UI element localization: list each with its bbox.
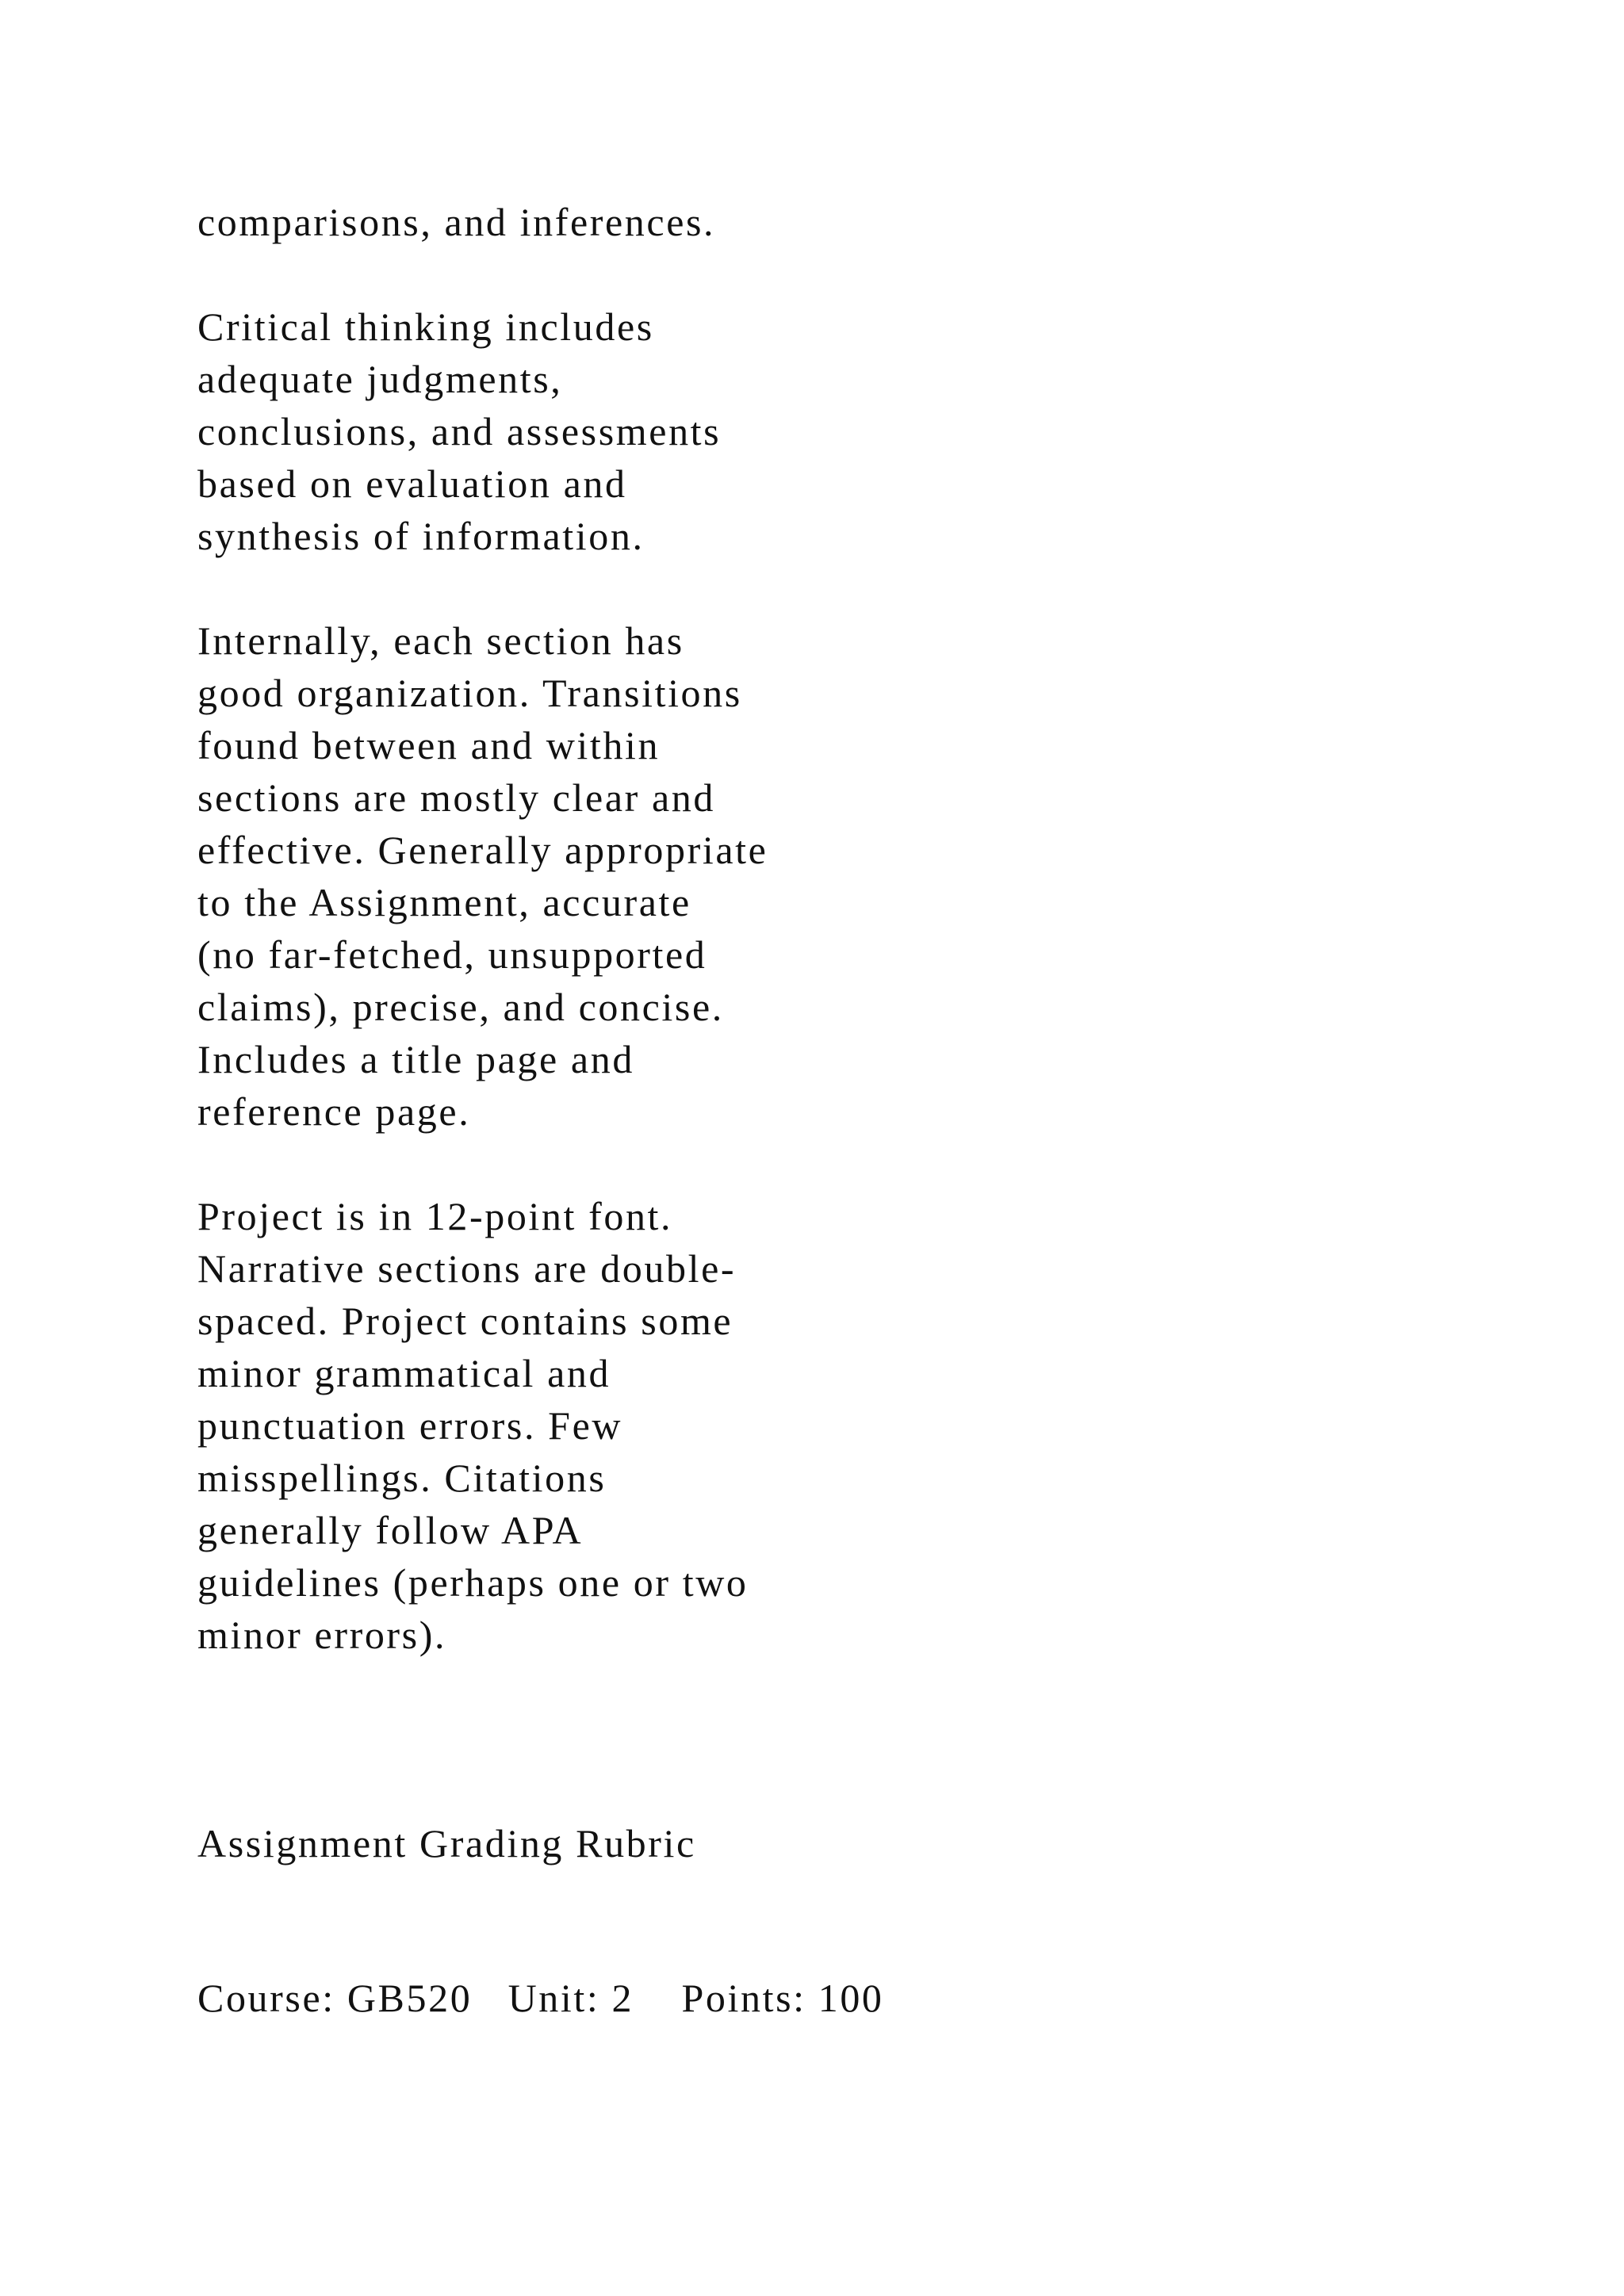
text-line: adequate judgments, (197, 357, 563, 401)
course-info: Course: GB520 Unit: 2 Points: 100 (197, 1976, 884, 2020)
text-line: synthesis of information. (197, 514, 645, 558)
text-line: based on evaluation and (197, 461, 627, 506)
text-line: reference page. (197, 1089, 471, 1134)
text-line: spaced. Project contains some (197, 1299, 733, 1343)
text-line: minor errors). (197, 1613, 447, 1657)
text-line: misspellings. Citations (197, 1456, 607, 1500)
text-line: Internally, each section has (197, 618, 684, 663)
text-line: comparisons, and inferences. (197, 200, 716, 244)
text-line: guidelines (perhaps one or two (197, 1560, 749, 1605)
text-line: sections are mostly clear and (197, 775, 715, 820)
text-line: Critical thinking includes (197, 304, 654, 349)
text-line: found between and within (197, 723, 661, 767)
text-line: to the Assignment, accurate (197, 880, 691, 924)
text-line: Narrative sections are double- (197, 1246, 737, 1291)
text-line: conclusions, and assessments (197, 409, 722, 453)
text-line: Project is in 12-point font. (197, 1194, 673, 1238)
text-line: (no far-fetched, unsupported (197, 932, 707, 977)
text-line: effective. Generally appropriate (197, 828, 768, 872)
text-line: Includes a title page and (197, 1037, 634, 1081)
text-line: minor grammatical and (197, 1351, 611, 1395)
text-line: claims), precise, and concise. (197, 985, 724, 1029)
text-line: generally follow APA (197, 1508, 584, 1552)
text-line: good organization. Transitions (197, 671, 742, 715)
text-line: punctuation errors. Few (197, 1403, 623, 1448)
section-heading: Assignment Grading Rubric (197, 1821, 696, 1866)
